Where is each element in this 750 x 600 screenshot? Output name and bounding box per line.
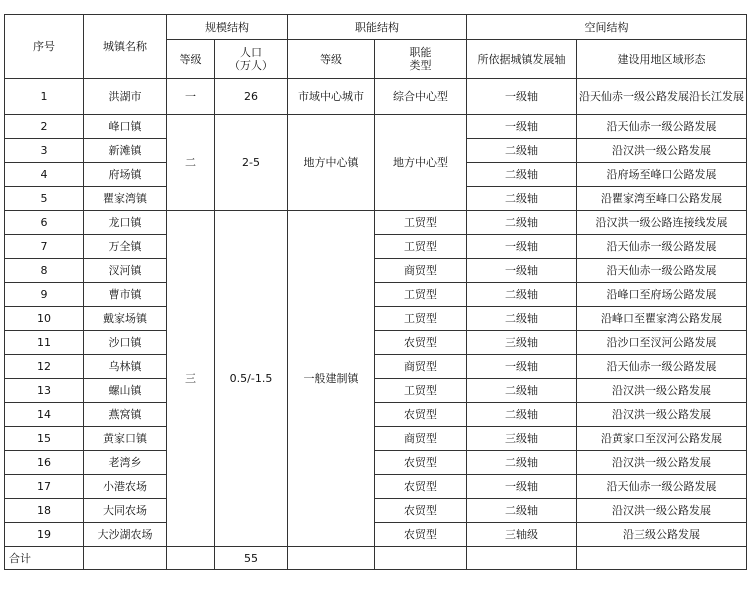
cell-function-type: 农贸型: [375, 523, 467, 547]
cell-axis: 三级轴: [467, 331, 577, 355]
cell-name: 螺山镇: [84, 379, 167, 403]
header-seq: 序号: [5, 15, 84, 79]
cell-name: 龙口镇: [84, 211, 167, 235]
total-empty: [577, 547, 747, 570]
cell-axis: 一级轴: [467, 79, 577, 115]
cell-seq: 5: [5, 187, 84, 211]
cell-function-grade: 地方中心镇: [288, 115, 375, 211]
cell-seq: 11: [5, 331, 84, 355]
cell-form: 沿汉洪一级公路发展: [577, 451, 747, 475]
cell-name: 乌林镇: [84, 355, 167, 379]
cell-axis: 二级轴: [467, 379, 577, 403]
cell-function-type: 商贸型: [375, 259, 467, 283]
total-empty: [375, 547, 467, 570]
cell-form: 沿瞿家湾至峰口公路发展: [577, 187, 747, 211]
cell-form: 沿汉洪一级公路发展: [577, 403, 747, 427]
cell-name: 沙口镇: [84, 331, 167, 355]
cell-seq: 17: [5, 475, 84, 499]
cell-seq: 16: [5, 451, 84, 475]
header-axis: 所依据城镇发展轴: [467, 40, 577, 79]
table-row: [5, 379, 747, 403]
cell-axis: 二级轴: [467, 187, 577, 211]
table-row: [5, 307, 747, 331]
cell-form: 沿天仙赤一级公路发展: [577, 235, 747, 259]
total-empty: [467, 547, 577, 570]
cell-form: 沿峰口至瞿家湾公路发展: [577, 307, 747, 331]
cell-seq: 13: [5, 379, 84, 403]
cell-seq: 1: [5, 79, 84, 115]
cell-function-grade: 一般建制镇: [288, 211, 375, 547]
cell-seq: 7: [5, 235, 84, 259]
cell-form: 沿汉洪一级公路发展: [577, 139, 747, 163]
cell-function-type: 农贸型: [375, 331, 467, 355]
cell-axis: 二级轴: [467, 451, 577, 475]
header-space: 空间结构: [467, 15, 747, 40]
cell-function-type: 工贸型: [375, 283, 467, 307]
header-population: 人口 （万人）: [215, 40, 288, 79]
town-structure-table: [4, 14, 747, 570]
cell-grade: 二: [167, 115, 215, 211]
total-population: 55: [215, 547, 288, 570]
cell-seq: 6: [5, 211, 84, 235]
table-row: [5, 331, 747, 355]
table-row: [5, 115, 747, 139]
table-row: [5, 235, 747, 259]
cell-form: 沿三级公路发展: [577, 523, 747, 547]
cell-function-type: 工贸型: [375, 379, 467, 403]
cell-form: 沿汉洪一级公路发展: [577, 379, 747, 403]
cell-function-type: 农贸型: [375, 451, 467, 475]
cell-function-grade: 市域中心城市: [288, 79, 375, 115]
header-function: 职能结构: [288, 15, 467, 40]
table-row: [5, 283, 747, 307]
cell-name: 曹市镇: [84, 283, 167, 307]
cell-axis: 二级轴: [467, 211, 577, 235]
cell-name: 大同农场: [84, 499, 167, 523]
cell-axis: 二级轴: [467, 499, 577, 523]
cell-name: 汊河镇: [84, 259, 167, 283]
cell-name: 戴家场镇: [84, 307, 167, 331]
cell-seq: 4: [5, 163, 84, 187]
cell-name: 洪湖市: [84, 79, 167, 115]
header-grade: 等级: [167, 40, 215, 79]
table-row: [5, 403, 747, 427]
cell-population: 0.5/-1.5: [215, 211, 288, 547]
cell-form: 沿天仙赤一级公路发展: [577, 475, 747, 499]
cell-form: 沿天仙赤一级公路发展: [577, 115, 747, 139]
cell-name: 燕窝镇: [84, 403, 167, 427]
cell-function-type: 商贸型: [375, 355, 467, 379]
table-row: [5, 499, 747, 523]
cell-function-type: 工贸型: [375, 235, 467, 259]
cell-grade: 三: [167, 211, 215, 547]
header-function-grade: 等级: [288, 40, 375, 79]
cell-axis: 三级轴: [467, 427, 577, 451]
total-empty: [84, 547, 167, 570]
table-row: [5, 475, 747, 499]
cell-name: 府场镇: [84, 163, 167, 187]
cell-axis: 一级轴: [467, 259, 577, 283]
cell-name: 小港农场: [84, 475, 167, 499]
cell-form: 沿沙口至汊河公路发展: [577, 331, 747, 355]
cell-seq: 2: [5, 115, 84, 139]
cell-function-type: 商贸型: [375, 427, 467, 451]
table-row: [5, 451, 747, 475]
cell-axis: 一级轴: [467, 235, 577, 259]
cell-population: 2-5: [215, 115, 288, 211]
cell-form: 沿汉洪一级公路连接线发展: [577, 211, 747, 235]
cell-form: 沿汉洪一级公路发展: [577, 499, 747, 523]
cell-seq: 19: [5, 523, 84, 547]
cell-axis: 二级轴: [467, 283, 577, 307]
cell-axis: 二级轴: [467, 403, 577, 427]
table-row: [5, 427, 747, 451]
cell-function-type: 农贸型: [375, 475, 467, 499]
cell-form: 沿黄家口至汊河公路发展: [577, 427, 747, 451]
header-form: 建设用地区域形态: [577, 40, 747, 79]
cell-seq: 18: [5, 499, 84, 523]
cell-name: 瞿家湾镇: [84, 187, 167, 211]
total-row: [5, 547, 747, 570]
header-scale: 规模结构: [167, 15, 288, 40]
cell-seq: 10: [5, 307, 84, 331]
header-function-type: 职能 类型: [375, 40, 467, 79]
cell-function-type: 地方中心型: [375, 115, 467, 211]
cell-form: 沿峰口至府场公路发展: [577, 283, 747, 307]
cell-axis: 三轴级: [467, 523, 577, 547]
cell-function-type: 综合中心型: [375, 79, 467, 115]
cell-axis: 二级轴: [467, 139, 577, 163]
table-row: [5, 259, 747, 283]
cell-axis: 一级轴: [467, 115, 577, 139]
cell-form: 沿府场至峰口公路发展: [577, 163, 747, 187]
cell-seq: 8: [5, 259, 84, 283]
cell-function-type: 农贸型: [375, 403, 467, 427]
table-row: [5, 523, 747, 547]
cell-form: 沿天仙赤一级公路发展: [577, 355, 747, 379]
cell-name: 老湾乡: [84, 451, 167, 475]
cell-function-type: 工贸型: [375, 211, 467, 235]
table-row: [5, 211, 747, 235]
total-label: 合计: [5, 547, 84, 570]
cell-form: 沿天仙赤一级公路发展: [577, 259, 747, 283]
cell-seq: 12: [5, 355, 84, 379]
cell-seq: 9: [5, 283, 84, 307]
cell-name: 峰口镇: [84, 115, 167, 139]
cell-axis: 二级轴: [467, 307, 577, 331]
cell-seq: 15: [5, 427, 84, 451]
table-row: [5, 355, 747, 379]
cell-name: 黄家口镇: [84, 427, 167, 451]
total-empty: [288, 547, 375, 570]
cell-name: 大沙湖农场: [84, 523, 167, 547]
cell-axis: 一级轴: [467, 475, 577, 499]
cell-function-type: 工贸型: [375, 307, 467, 331]
cell-axis: 一级轴: [467, 355, 577, 379]
table-row: [5, 79, 747, 115]
cell-name: 新滩镇: [84, 139, 167, 163]
cell-name: 万全镇: [84, 235, 167, 259]
cell-seq: 3: [5, 139, 84, 163]
cell-grade: 一: [167, 79, 215, 115]
cell-population: 26: [215, 79, 288, 115]
cell-seq: 14: [5, 403, 84, 427]
total-empty: [167, 547, 215, 570]
cell-form: 沿天仙赤一级公路发展沿长江发展: [577, 79, 747, 115]
cell-axis: 二级轴: [467, 163, 577, 187]
cell-function-type: 农贸型: [375, 499, 467, 523]
header-name: 城镇名称: [84, 15, 167, 79]
